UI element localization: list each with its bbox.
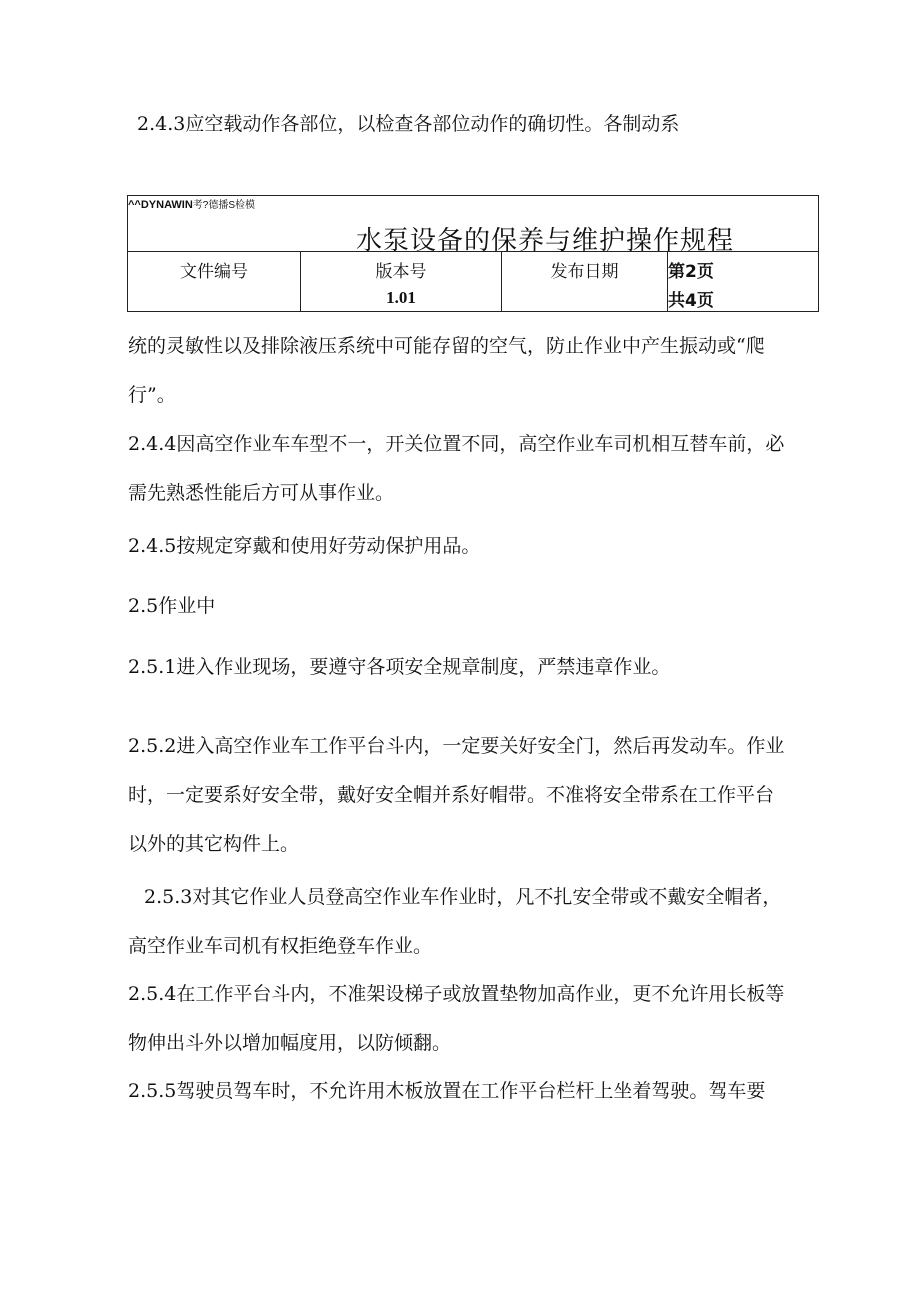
page-number-cell: 第2页 共4页 <box>668 252 819 312</box>
para-2-4-3-cont: 统的灵敏性以及排除液压系统中可能存留的空气，防止作业中产生振动或“爬 行”。 <box>128 335 765 406</box>
para-2-5-4: 2.5.4在工作平台斗内，不准架设梯子或放置垫物加高作业，更不允许用长板等 物伸出斗外以增加幅度用，以防倾翻。 <box>128 983 785 1054</box>
logo-subtext: 考?德播S检模 <box>192 200 256 211</box>
section-2-5-heading: 2.5作业中 <box>128 595 216 617</box>
para-2-5-1: 2.5.1进入作业现场，要遵守各项安全规章制度，严禁违章作业。 <box>128 656 671 678</box>
doc-number-cell: 文件编号 <box>128 252 301 312</box>
para-2-5-5: 2.5.5驾驶员驾车时，不允许用木板放置在工作平台栏杆上坐着驾驶。驾车要 <box>128 1080 766 1102</box>
header-title-cell <box>128 196 819 256</box>
document-header-table <box>127 195 819 312</box>
version-cell: 版本号 1.01 <box>301 252 502 312</box>
para-2-5-2: 2.5.2进入高空作业车工作平台斗内，一定要关好安全门，然后再发动车。作业 时，一定要系好安全带，戴好安全帽并系好帽带。不准将安全带系在工作平台 以外的其它构件上。 <box>128 735 785 855</box>
para-2-4-4: 2.4.4因高空作业车车型不一，开关位置不同，高空作业车司机相互替车前，必 需先熟悉性能后方可从事作业。 <box>128 433 785 504</box>
document-title: 水泵设备的保养与维护操作规程 <box>356 226 735 256</box>
company-logo: ^^DYNAWIN <box>128 199 193 211</box>
para-2-4-5: 2.4.5按规定穿戴和使用好劳动保护用品。 <box>128 535 481 557</box>
para-2-4-3: 2.4.3应空载动作各部位，以检查各部位动作的确切性。各制动系 <box>137 113 680 135</box>
para-2-5-3: 2.5.3对其它作业人员登高空作业车作业时，凡不扎安全带或不戴安全帽者， 高空作业车司机有权拒绝登车作业。 <box>128 886 782 957</box>
date-cell: 发布日期 <box>502 252 668 312</box>
version-value: 1.01 <box>386 288 416 307</box>
